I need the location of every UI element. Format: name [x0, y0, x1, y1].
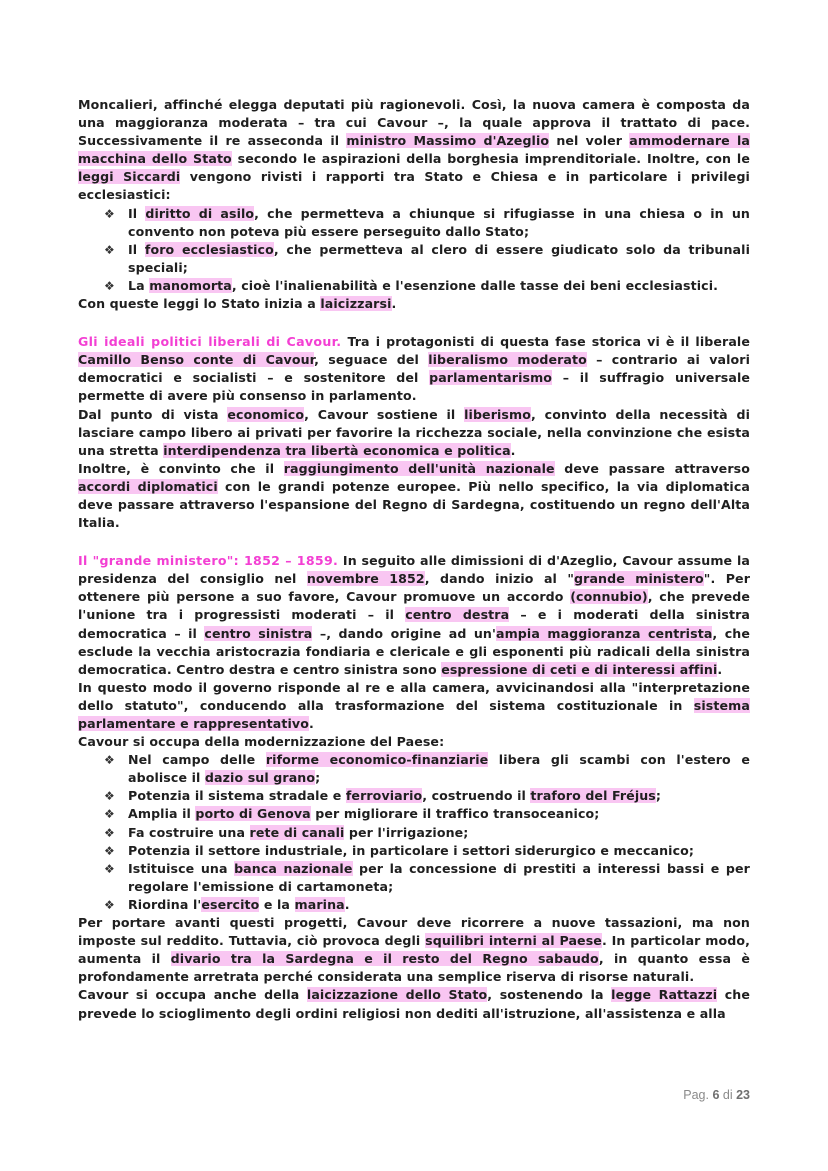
paragraph-economico: Dal punto di vista economico, Cavour sostiene il liberismo, convinto della necessità di lasciare campo libero ai privati per favorire la ricchezza sociale, nella convinzione che esista una stretta interdipendenza tra libertà economica e politica.: [78, 406, 750, 458]
diamond-bullet-icon: ❖: [104, 897, 115, 912]
list-item: ❖ Il diritto di asilo, che permetteva a chiunque si rifugiasse in una chiesa o in un convento non poteva più essere perseguito dallo Stato;: [104, 205, 750, 239]
list-item: ❖ Riordina l'esercito e la marina.: [104, 896, 750, 914]
bullet-list-riforme: [78, 751, 750, 914]
diamond-bullet-icon: ❖: [104, 825, 115, 840]
diamond-bullet-icon: ❖: [104, 843, 115, 858]
diamond-bullet-icon: ❖: [104, 807, 115, 822]
diamond-bullet-icon: ❖: [104, 861, 115, 876]
paragraph-interpretazione-statuto: In questo modo il governo risponde al re e alla camera, avvicinandosi alla "interpretazione dello statuto", conducendo alla trasformazione del sistema costituzionale in sistema parlamentare e rappresentativo.: [78, 679, 750, 731]
diamond-bullet-icon: ❖: [104, 789, 115, 804]
paragraph-unita-nazionale: Inoltre, è convinto che il raggiungimento dell'unità nazionale deve passare attraverso accordi diplomatici con le grandi potenze europee. Più nello specifico, la via diplomatica deve passare attraverso l'espansione del Regno di Sardegna, costituendo un regno dell'Alta Italia.: [78, 460, 750, 531]
list-item: ❖ Amplia il porto di Genova per migliorare il traffico transoceanico;: [104, 805, 750, 823]
list-item: ❖ Nel campo delle riforme economico-finanziarie libera gli scambi con l'estero e abolisce il dazio sul grano;: [104, 752, 750, 786]
section-heading: Gli ideali politici liberali di Cavour.: [78, 334, 342, 350]
page-content: [78, 96, 750, 1023]
section-ideali-cavour: Gli ideali politici liberali di Cavour. Tra i protagonisti di questa fase storica vi è il liberale Camillo Benso conte di Cavour, seguace del liberalismo moderato – contrario ai valori democratici e socialisti – e sostenitore del parlamentarismo – il suffragio universale permette di avere più consenso in parlamento.: [78, 334, 751, 404]
section-grande-ministero: Il "grande ministero": 1852 – 1859. In seguito alle dimissioni di d'Azeglio, Cavour assume la presidenza del consiglio nel novembre 1852, dando inizio al "grande ministero". Per ottenere più persone a suo favore, Cavour promuove un accordo (connubio), che prevede l'unione tra i progressisti moderati – il centro destra – e i moderati della sinistra democratica – il centro sinistra –, dando origine ad un'ampia maggioranza centrista, che esclude la vecchia aristocrazia fondiaria e clericale e gli esponenti più radicali della sinistra democratica. Centro destra e centro sinistra sono espressione di ceti e di interessi affini.: [78, 553, 751, 677]
bullet-list-privilegi: [78, 205, 750, 295]
diamond-bullet-icon: ❖: [104, 278, 115, 293]
diamond-bullet-icon: ❖: [104, 206, 115, 221]
paragraph-tassazioni: Per portare avanti questi progetti, Cavour deve ricorrere a nuove tassazioni, ma non imposte sul reddito. Tuttavia, ciò provoca degli squilibri interni al Paese. In particolar modo, aumenta il divario tra la Sardegna e il resto del Regno sabaudo, in quanto essa è profondamente arretrata perché considerata una semplice riserva di risorse naturali.: [78, 915, 751, 985]
list-item: ❖ Potenzia il sistema stradale e ferroviario, costruendo il traforo del Fréjus;: [104, 787, 750, 805]
paragraph-modernizzazione: Cavour si occupa della modernizzazione del Paese:: [78, 734, 445, 750]
paragraph-laicizzazione: Cavour si occupa anche della laicizzazione dello Stato, sostenendo la legge Rattazzi che prevede lo scioglimento degli ordini religiosi non dediti all'istruzione, all'assistenza e alla: [78, 987, 750, 1021]
paragraph-laicizzarsi: Con queste leggi lo Stato inizia a laicizzarsi.: [78, 296, 397, 312]
paragraph-leggi-siccardi: Moncalieri, affinché elegga deputati più ragionevoli. Così, la nuova camera è composta da una maggioranza moderata – tra cui Cavour –, la quale approva il trattato di pace. Successivamente il re asseconda il ministro Massimo d'Azeglio nel voler ammodernare la macchina dello Stato secondo le aspirazioni della borghesia imprenditoriale. Inoltre, con le leggi Siccardi vengono rivisti i rapporti tra Stato e Chiesa e in particolare i privilegi ecclesiastici:: [78, 97, 750, 203]
diamond-bullet-icon: ❖: [104, 242, 115, 257]
list-item: ❖ Il foro ecclesiastico, che permetteva al clero di essere giudicato solo da tribunali speciali;: [104, 241, 750, 275]
list-item: ❖ La manomorta, cioè l'inalienabilità e l'esenzione dalle tasse dei beni ecclesiastici.: [104, 277, 750, 295]
list-item: ❖ Potenzia il settore industriale, in particolare i settori siderurgico e meccanico;: [104, 842, 750, 860]
list-item: ❖ Fa costruire una rete di canali per l'irrigazione;: [104, 824, 750, 842]
diamond-bullet-icon: ❖: [104, 753, 115, 768]
list-item: ❖ Istituisce una banca nazionale per la concessione di prestiti a interessi bassi e per regolare l'emissione di cartamoneta;: [104, 860, 750, 894]
page-number: Pag. 6 di 23: [683, 1088, 750, 1102]
section-heading: Il "grande ministero": 1852 – 1859.: [78, 553, 339, 569]
